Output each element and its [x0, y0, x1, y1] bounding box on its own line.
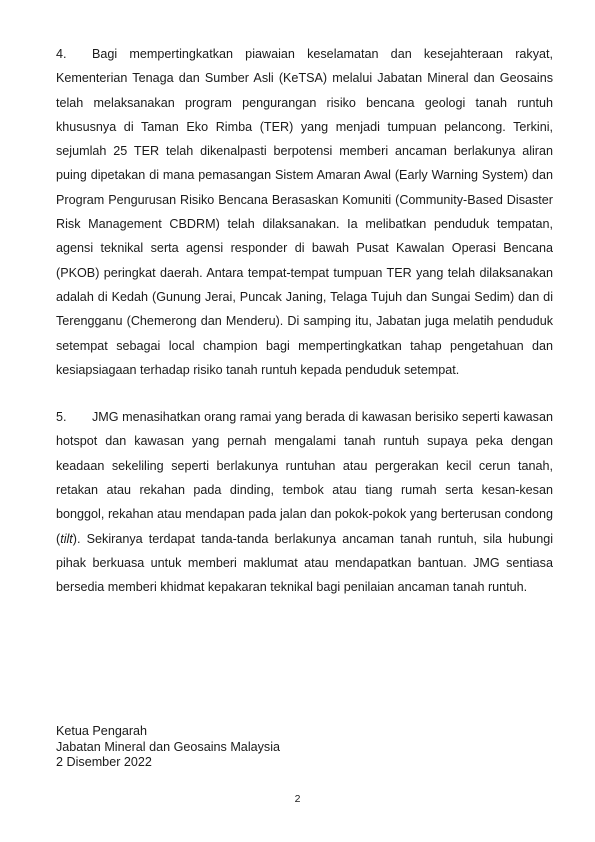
paragraph-number: 4. — [56, 47, 67, 61]
signatory-organization: Jabatan Mineral dan Geosains Malaysia — [56, 739, 281, 754]
paragraph-text-continued: ). Sekiranya terdapat tanda-tanda berlakunya ancaman tanah runtuh, sila hubungi pihak berkuasa untuk memberi maklumat atau mendapatkan bantuan. JMG sentiasa bersedia memberi khidmat kepakaran teknikal bagi penilaian ancaman tanah runtuh. — [56, 531, 553, 595]
paragraph-5 — [56, 405, 553, 599]
italic-term: tilt — [60, 531, 73, 546]
page-number: 2 — [294, 793, 301, 805]
paragraph-4 — [56, 42, 553, 382]
signatory-title: Ketua Pengarah — [56, 724, 148, 738]
signature-block — [56, 724, 280, 771]
document-body — [56, 42, 553, 600]
paragraph-text: JMG menasihatkan orang ramai yang berada di kawasan berisiko seperti kawasan hotspot dan kawasan yang pernah mengalami tanah runtuh supaya peka dengan keadaan sekeliling seperti berlakunya runtuhan atau pergerakan kecil cerun tanah, retakan atau rekahan pada dinding, tembok atau tiang rumah serta kesan-kesan bonggol, rekahan atau mendapan pada jalan dan pokok-pokok yang berterusan condong ( — [56, 410, 553, 546]
signature-date: 2 Disember 2022 — [56, 755, 152, 769]
paragraph-number: 5. — [56, 410, 67, 425]
paragraph-text: Bagi mempertingkatkan piawaian keselamatan dan kesejahteraan rakyat, Kementerian Tenaga dan Sumber Asli (KeTSA) melalui Jabatan Mineral dan Geosains telah melaksanakan program pengurangan risiko bencana geologi tanah runtuh khususnya di Taman Eko Rimba (TER) yang menjadi tumpuan pelancong. Terkini, sejumlah 25 TER telah dikenalpasti berpotensi memberi ancaman berlakunya aliran puing dipetakan di mana pemasangan Sistem Amaran Awal (Early Warning System) dan Program Pengurusan Risiko Bencana Berasaskan Komuniti (Community-Based Disaster Risk Management CBDRM) telah dilaksanakan. Ia melibatkan penduduk tempatan, agensi teknikal serta agensi responder di bawah Pusat Kawalan Operasi Bencana (PKOB) peringkat daerah. Antara tempat-tempat tumpuan TER yang telah dilaksanakan adalah di Kedah (Gunung Jerai, Puncak Janing, Telaga Tujuh dan Sungai Sedim) dan di Terengganu (Chemerong dan Menderu). Di samping itu, Jabatan juga melatih penduduk setempat sebagai local champion bagi mempertingkatkan tahap pengetahuan dan kesiapsiagaan terhadap risiko tanah runtuh kepada penduduk setempat. — [56, 47, 553, 377]
